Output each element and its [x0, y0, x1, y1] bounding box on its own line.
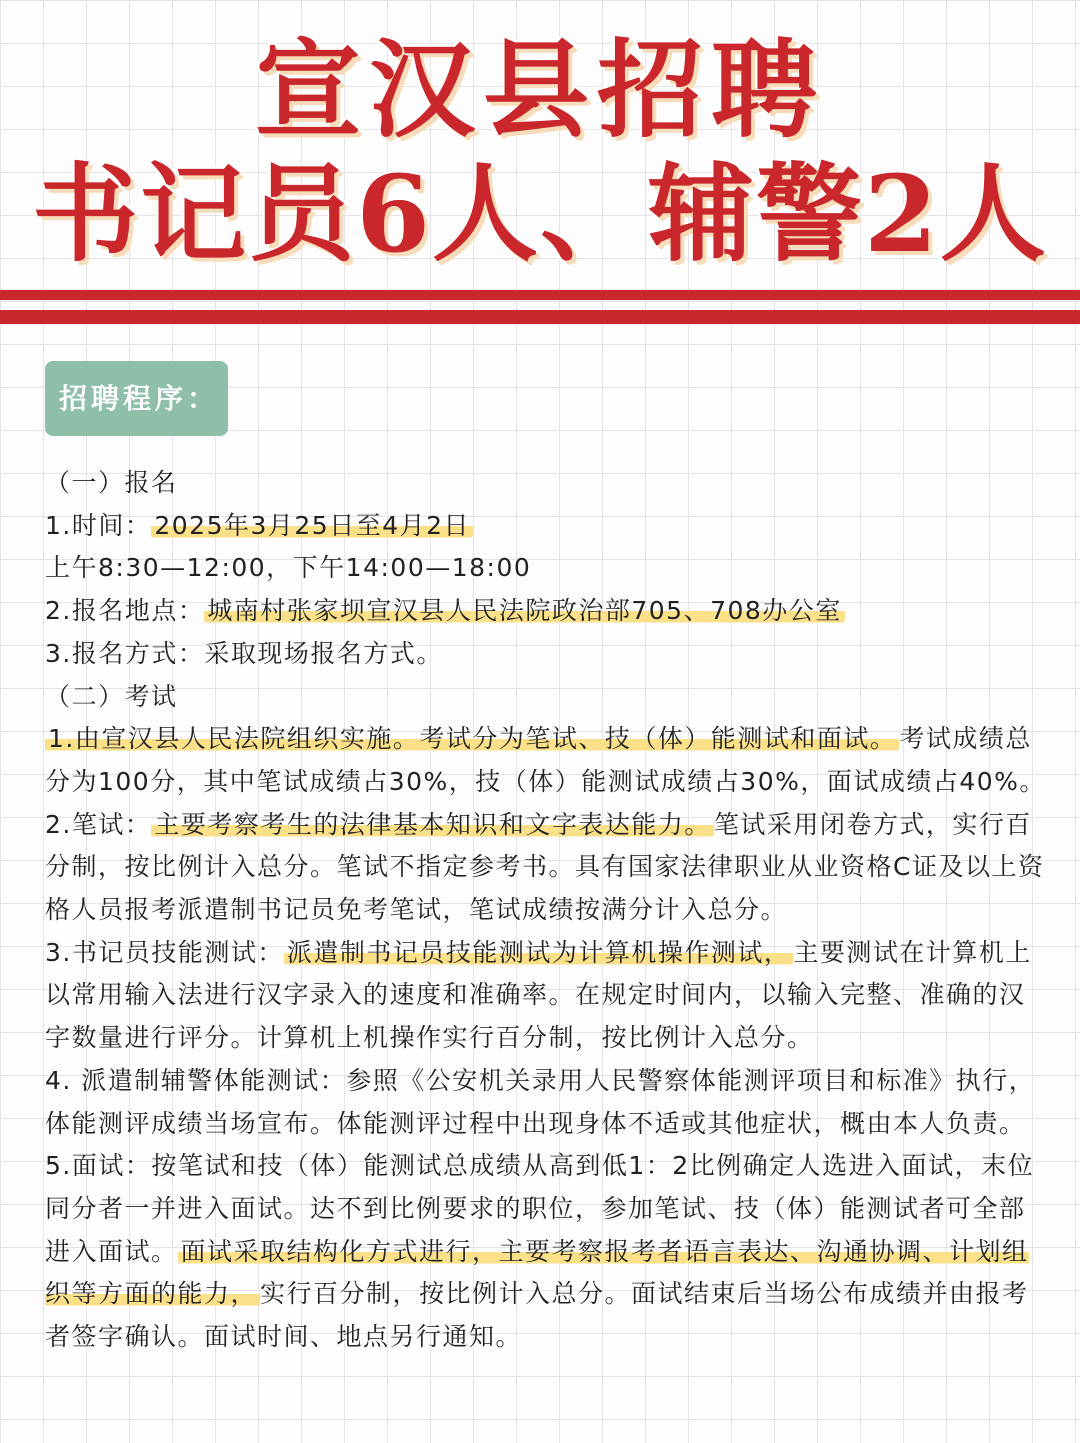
highlight: 面试采取结构化方式进行，主要考察报考者语言表达、沟通协调、计划组织等方面的能力，: [45, 1236, 1029, 1309]
paragraph-interview: [45, 1145, 1050, 1359]
text: 笔试采用闭卷方式，实行百分制，按比例计入总分。笔试不指定参考书。具有国家法律职业从业资格C证及以上资格人员报考派遣制书记员免考笔试，笔试成绩按满分计入总分。: [45, 809, 1045, 925]
text: 1.时间：: [45, 510, 152, 540]
paragraph-location: [45, 590, 1050, 633]
paragraph-hours: 上午8:30—12:00，下午14:00—18:00: [45, 553, 532, 583]
section-heading-exam: （二）考试: [45, 681, 178, 711]
text: 5.面试：按笔试和技（体）能测试总成绩从高到低1：2比例确定人选进入面试，末位同分者一并进入面试。达不到比例要求的职位，参加笔试、技（体）能测试者可全部进入面试。: [45, 1151, 1035, 1266]
divider-thick: [0, 310, 1080, 324]
title-line-2: 书记员6人、辅警2人: [32, 151, 1048, 276]
paragraph-written-test: [45, 804, 1050, 932]
text: 主要测试在计算机上以常用输入法进行汉字录入的速度和准确率。在规定时间内，以输入完整、准确的汉字数量进行评分。计算机上机操作实行百分制，按比例计入总分。: [45, 937, 1032, 1053]
section-heading-signup: （一）报名: [45, 468, 178, 497]
text: 考试成绩总分为100分，其中笔试成绩占30%，技（体）能测试成绩占30%，面试成绩占40%。: [45, 724, 1046, 796]
text: 2.笔试：: [45, 809, 152, 839]
divider-thin: [0, 290, 1080, 300]
highlight: 2025年3月25日至4月2日: [151, 511, 473, 540]
paragraph-skills-test: [45, 932, 1050, 1060]
title-line-1: 宣汉县招聘: [255, 27, 825, 152]
paragraph-exam-overview: [45, 718, 1050, 803]
text: 3.书记员技能测试：: [45, 937, 284, 967]
highlight: 城南村张家坝宣汉县人民法院政治部705、708办公室: [204, 596, 844, 625]
article-body: [45, 462, 1050, 1359]
paragraph-fitness-test: 4. 派遣制辅警体能测试：参照《公安机关录用人民警察体能测评项目和标准》执行，体能测评成绩当场宣布。体能测评过程中出现身体不适或其他症状，概由本人负责。: [45, 1065, 1036, 1138]
text: 2.报名地点：: [45, 596, 205, 626]
highlight: 1.由宣汉县人民法院组织实施。考试分为笔试、技（体）能测试和面试。: [45, 724, 899, 753]
section-label: 招聘程序：: [45, 361, 228, 436]
paragraph-time: [45, 505, 1050, 548]
highlight: 主要考察考生的法律基本知识和文字表达能力。: [151, 810, 714, 839]
paragraph-method: 3.报名方式：采取现场报名方式。: [45, 638, 443, 668]
highlight: 派遣制书记员技能测试为计算机操作测试，: [284, 938, 794, 967]
text: 实行百分制，按比例计入总分。面试结束后当场公布成绩并由报考者签字确认。面试时间、地点另行通知。: [45, 1279, 1029, 1352]
